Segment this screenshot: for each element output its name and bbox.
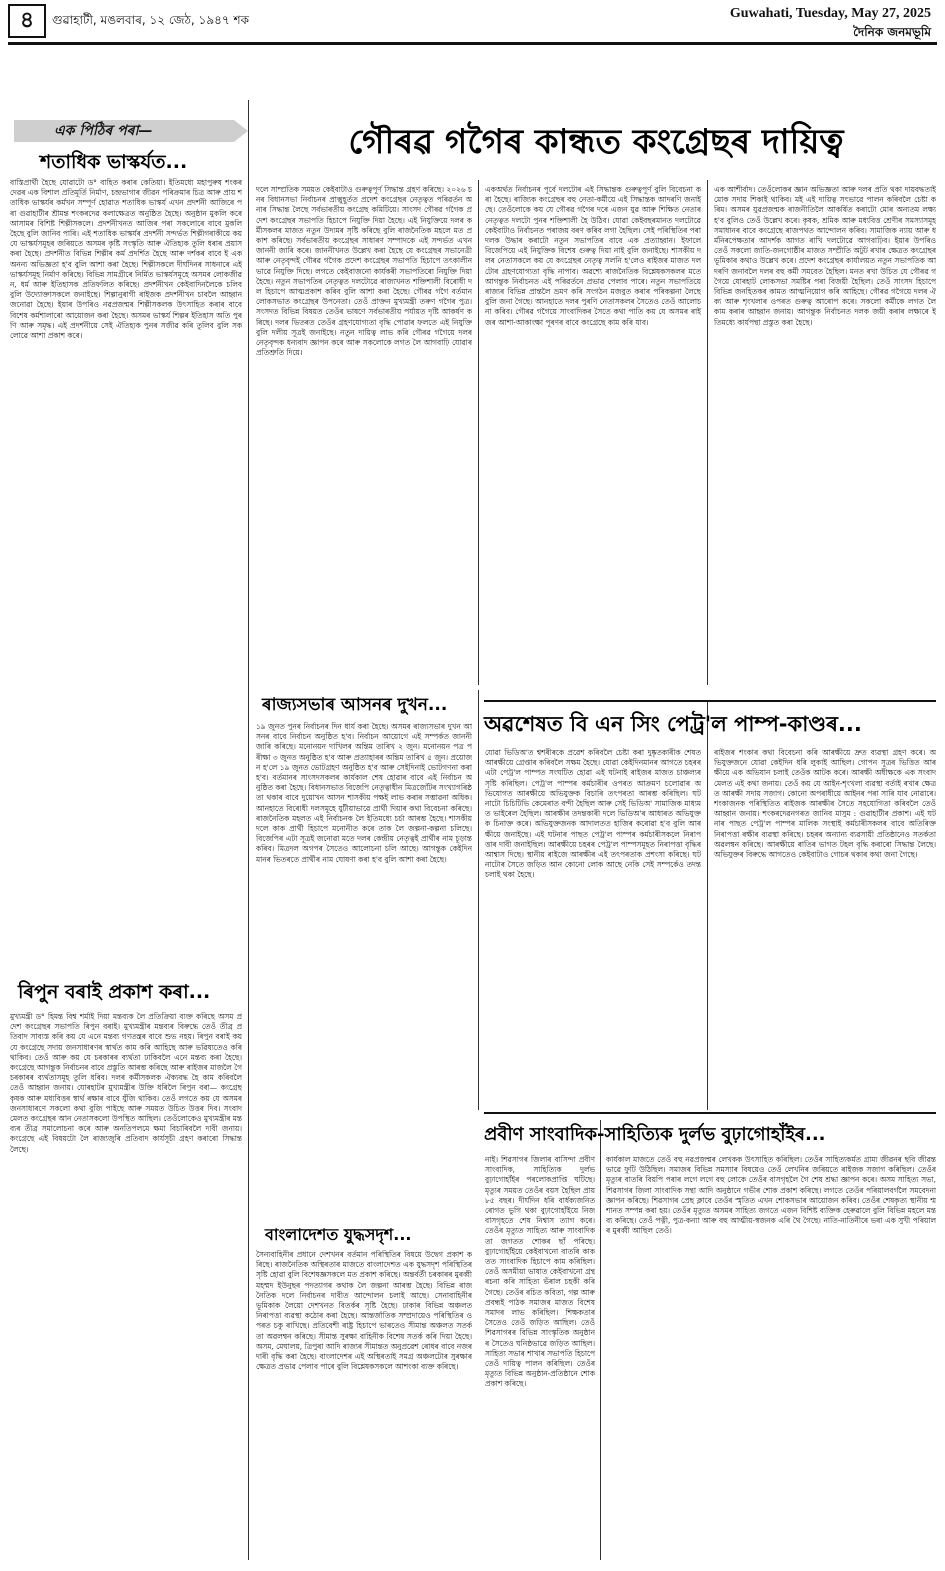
- article-headline: ৰিপুন বৰাই প্ৰকাশ কৰা...: [18, 981, 211, 1003]
- article-headline: শতাধিক ভাস্কর্যত...: [40, 151, 188, 173]
- article-body: নাই। শিৱসাগৰ জিলাৰ বাসিন্দা প্ৰবীণ সাংবাদিক, সাহিত্যিক দুৰ্লভ বুঢ়াগোহাঁইৰ পৰলোকপ্ৰাপ্তি ঘটিছে। মৃত্যুৰ সময়ত তেওঁৰ বয়স হৈছিল প্ৰায় ৮৫ বছৰ। দীৰ্ঘদিন ধৰি বাৰ্ধক্যজনিত ৰোগত ভুগি থকা বুঢ়াগোহাঁইয়ে নিজ বাসগৃহতে শেষ নিশ্বাস ত্যাগ কৰে। তেওঁৰ মৃত্যুত সাহিত্য আৰু সাংবাদিকতা জগতত শোকৰ ছাঁ পৰিছে। বুঢ়াগোহাঁইয়ে কেইবাখনো বাতৰি কাকতত সাংবাদিক হিচাপে কাম কৰিছিল। তেওঁ অসমীয়া ভাষাত কেইবাখনো গ্ৰন্থ ৰচনা কৰি সাহিত্য ভঁৰাল চহকী কৰি গৈছে। তেওঁৰ ৰচিত কবিতা, গল্প আৰু প্ৰবন্ধই পাঠক সমাজৰ মাজত বিশেষ সমাদৰ লাভ কৰিছিল। শিক্ষকতাৰ সৈতেও তেওঁ জড়িত আছিল। তেওঁ শিৱসাগৰৰ বিভিন্ন সাংস্কৃতিক অনুষ্ঠানৰ সৈতেও ঘনিষ্ঠভাৱে জড়িত আছিল। সাহিত্য সভাৰ শাখাৰ সভাপতি হিচাপে তেওঁ দায়িত্ব পালন কৰিছিল। তেওঁৰ মৃত্যুত বিভিন্ন অনুষ্ঠান-প্ৰতিষ্ঠানে শোক প্ৰকাশ কৰিছে।: [485, 1155, 595, 1389]
- header-rule: [8, 42, 937, 45]
- article-body: ১৯ জুনত পুনৰ নিৰ্বাচনৰ দিন ধাৰ্য কৰা হৈছে। অসমৰ ৰাজ্যসভাৰ দুখন আসনৰ বাবে নিৰ্বাচন অনুষ্ঠিত হ'ব। নিৰ্বাচন আয়োগে এই সম্পৰ্কত জাননী জাৰি কৰিছে। মনোনয়ন দাখিলৰ অন্তিম তাৰিখ ২ জুন। মনোনয়ন পত্ৰ পৰীক্ষা ৩ জুনত অনুষ্ঠিত হ'ব আৰু প্ৰত্যাহাৰৰ অন্তিম তাৰিখ ৫ জুন। প্ৰয়োজন হ'লে ১৯ জুনত ভোটগ্ৰহণ অনুষ্ঠিত হ'ব আৰু সেইদিনাই ভোটগণনা কৰা হ'ব। বৰ্তমানৰ সাংসদসকলৰ কাৰ্যকাল শেষ হোৱাৰ বাবে এই নিৰ্বাচন অনুষ্ঠিত কৰা হৈছে। বিধানসভাত বিজেপি নেতৃত্বাধীন মিত্ৰজোঁটৰ সংখ্যাগৰিষ্ঠতা থকাৰ বাবে দুয়োখন আসন শাসকীয় পক্ষই লাভ কৰাৰ সম্ভাৱনা অধিক। আনহাতে বিৰোধী দলসমূহে যুটীয়াভাৱে প্ৰাৰ্থী দিয়াৰ কথা বিবেচনা কৰিছে। ৰাজনৈতিক মহলত এই নিৰ্বাচনক লৈ ইতিমধ্যে চৰ্চা আৰম্ভ হৈছে। শাসকীয় দলে কাক প্ৰাৰ্থী হিচাপে মনোনীত কৰে তাক লৈ জল্পনা-কল্পনা চলিছে। বিজেপিৰ এটা সূত্ৰই জনোৱা মতে দলৰ কেন্দ্ৰীয় নেতৃত্বই প্ৰাৰ্থীৰ নাম চূড়ান্ত কৰিব। মিত্ৰদল অগপৰ সৈতেও আলোচনা চলি আছে। আগন্তুক কেইদিনমানৰ ভিতৰতে প্ৰাৰ্থীৰ নাম ঘোষণা কৰা হ'ব বুলি আশা কৰা হৈছে।: [256, 722, 472, 864]
- section-rule: [484, 1112, 936, 1114]
- column-divider: [600, 1120, 601, 1560]
- column-divider: [478, 690, 479, 1110]
- main-story-column: এক আশীৰ্বাদ। তেওঁলোকৰ জ্ঞান অভিজ্ঞতা আৰু দলৰ প্ৰতি থকা দায়বদ্ধতাই মোক সদায় শিকাই থাকিব। মই এই দায়িত্ব সৎভাৱে পালন কৰিবলৈ চেষ্টা কৰিম। অসমৰ যুৱপ্ৰজন্মক ৰাজনীতিলৈ আকৰ্ষিত কৰাটো মোৰ অন্যতম লক্ষ্য হ'ব বুলিও তেওঁ উল্লেখ কৰে। কৃষক, শ্ৰমিক আৰু মধ্যবিত্ত শ্ৰেণীৰ সমস্যাসমূহ সমাধানৰ বাবে কংগ্ৰেছে ৰাজপথত আন্দোলন কৰিব। সামাজিক ন্যায় আৰু ধৰ্মনিৰপেক্ষতাৰ আদৰ্শক আগত ৰাখি দলটোৱে আগবাঢ়িব। ইয়াৰ উপৰিও তেওঁ সকলো জাতি-জনগোষ্ঠীৰ মাজত সম্প্ৰীতি অটুট ৰখাৰ ক্ষেত্ৰত কংগ্ৰেছৰ ভূমিকাৰ কথাও উল্লেখ কৰে। প্ৰদেশ কংগ্ৰেছৰ কাৰ্যালয়ত নতুন সভাপতিক আদৰণি জনাবলৈ দলৰ বহু কৰ্মী সমবেত হৈছিল। মনত ৰখা উচিত যে গৌৰৱ গগৈয়ে যোৰহাট লোকসভা সমষ্টিৰ পৰা বিজয়ী হৈছিল। তেওঁ সাংসদ হিচাপে বিভিন্ন জনহিতকৰ কামত আত্মনিয়োগ কৰি আহিছে। গৌৰৱ গগৈয়ে দলৰ ঐক্য আৰু শৃংখলাৰ ওপৰত গুৰুত্ব আৰোপ কৰে। সকলো কৰ্মীকে লগত লৈ কাম কৰাৰ আহ্বান জনায়। আগন্তুক নিৰ্বাচনত দলক জয়ী কৰাৰ লক্ষ্যৰে ইতিমধ্যে কাৰ্যপন্থা প্ৰস্তুত কৰা হৈছে।: [714, 185, 936, 327]
- main-story-column: একঅৰ্থত নিৰ্বাচনৰ পূৰ্বে দলটোৰ এই সিদ্ধান্তক গুৰুত্বপূৰ্ণ বুলি বিবেচনা কৰা হৈছে। ৰাজ্যিক কংগ্ৰেছৰ বহু নেতা-কৰ্মীয়ে এই সিদ্ধান্তক আদৰণি জনাইছে। তেওঁলোকে কয় যে গৌৰৱ গগৈৰ দৰে এজন যুৱ আৰু শিক্ষিত নেতাৰ নেতৃত্বত দলটো পুনৰ শক্তিশালী হৈ উঠিব। যোৱা কেইবছৰমানত দলটোৱে কেইবাটাও নিৰ্বাচনত পৰাজয় বৰণ কৰিব লগা হৈছিল। সেই পৰিস্থিতিৰ পৰা দলক উদ্ধাৰ কৰাটো নতুন সভাপতিৰ বাবে এক প্ৰত্যাহ্বান। ইফালে বিজেপিয়ে এই নিযুক্তিক বিশেষ গুৰুত্ব দিয়া নাই বুলি জনাইছে। শাসকীয় দলৰ নেতাসকলে কয় যে কংগ্ৰেছৰ নেতৃত্ব সলনি হ'লেও ৰাইজৰ মাজত দলটোৰ গ্ৰহণযোগ্যতা বৃদ্ধি নাপাব। অৱশ্যে ৰাজনৈতিক বিশ্লেষকসকলৰ মতে আগন্তুক নিৰ্বাচনত এই পৰিৱৰ্তনে প্ৰভাৱ পেলাব পাৰে। নতুন সভাপতিয়ে ৰাজ্যৰ বিভিন্ন প্ৰান্তলৈ ভ্ৰমণ কৰি সংগঠন মজবুত কৰাৰ পৰিকল্পনা লৈছে বুলি জনা গৈছে। আনহাতে দলৰ পুৰণি নেতাসকলৰ সৈতেও তেওঁ আলোচনা কৰিব। গৌৰৱ গগৈয়ে সাংবাদিকৰ সৈতে কথা পাতি কয় যে অসমৰ ৰাইজৰ আশা-আকাংক্ষা পূৰণৰ বাবে কংগ্ৰেছে কাম কৰি যাব।: [485, 185, 701, 327]
- article-headline: ৰাজ্যসভাৰ আসনৰ দুখন...: [262, 695, 448, 715]
- column-divider: [707, 180, 708, 685]
- section-rule: [484, 700, 936, 702]
- column-divider: [478, 180, 479, 685]
- article-body: সৈন্যবাহিনীৰ প্ৰধানে দেশখনৰ বৰ্তমান পৰিস্থিতিৰ বিষয়ে উদ্বেগ প্ৰকাশ কৰিছে। ৰাজনৈতিক অস্থিৰতাৰ মাজতে বাংলাদেশত এক যুদ্ধসদৃশ পৰিস্থিতিৰ সৃষ্টি হোৱা বুলি বিশেষজ্ঞসকলে মত প্ৰকাশ কৰিছে। অন্তৰ্বৰ্তী চৰকাৰৰ মুৰব্বী মহম্মদ ইউনুছৰ পদত্যাগৰ কথাক লৈ জল্পনা আৰম্ভ হৈছে। বিভিন্ন ৰাজনৈতিক দলে নিৰ্বাচনৰ দাবীত আন্দোলন চলাই আছে। সেনাবাহিনীৰ ভূমিকাক লৈয়ো দেশখনত বিতৰ্কৰ সৃষ্টি হৈছে। ঢাকাৰ বিভিন্ন অঞ্চলত নিৰাপত্তা ব্যৱস্থা কঠোৰ কৰা হৈছে। আন্তৰ্জাতিক সম্প্ৰদায়েও পৰিস্থিতিৰ ওপৰত চকু ৰাখিছে। প্ৰতিবেশী ৰাষ্ট্ৰ হিচাপে ভাৰতেও সীমান্ত অঞ্চলত সতৰ্কতা অৱলম্বন কৰিছে। সীমান্ত সুৰক্ষা বাহিনীক বিশেষ সতৰ্ক কৰি দিয়া হৈছে। অসম, মেঘালয়, ত্ৰিপুৰা আদি ৰাজ্যৰ সীমান্তত অনুপ্ৰৱেশ ৰোধৰ বাবে নজৰদাৰী বৃদ্ধি কৰা হৈছে। বাংলাদেশৰ এই অস্থিৰতাই সমগ্ৰ অঞ্চলটোৰ সুৰক্ষাৰ ক্ষেত্ৰত প্ৰভাৱ পেলাব পাৰে বুলি বিশ্লেষকসকলে আশংকা ব্যক্ত কৰিছে।: [256, 1250, 472, 1372]
- masthead: দৈনিক জনমভূমি: [853, 25, 931, 39]
- date-line-assamese: গুৱাহাটী, মঙলবাৰ, ১২ জেঠ, ১৯৪৭ শক: [52, 13, 250, 27]
- date-line-english: Guwahati, Tuesday, May 27, 2025: [729, 6, 931, 21]
- article-body: মুখ্যমন্ত্ৰী ড° হিমন্ত বিশ্ব শৰ্মাই দিয়া মন্তব্যক লৈ প্ৰতিক্ৰিয়া ব্যক্ত কৰিছে অসম প্ৰদেশ কংগ্ৰেছৰ সভাপতি ৰিপুন বৰাই। মুখ্যমন্ত্ৰীৰ মন্তব্যৰ বিৰুদ্ধে তেওঁ তীব্ৰ প্ৰতিবাদ সাব্যস্ত কৰি কয় যে এনে মন্তব্য গণতন্ত্ৰৰ বাবে শুভ নহয়। ৰিপুন বৰাই কয় যে কংগ্ৰেছে সদায় জনসাধাৰণৰ স্বাৰ্থত কাম কৰি আহিছে আৰু ভৱিষ্যতেও কৰি থাকিব। তেওঁ আৰু কয় যে চৰকাৰৰ ব্যৰ্থতা ঢাকিবলৈ এনে মন্তব্য কৰা হৈছে। কংগ্ৰেছে আগন্তুক নিৰ্বাচনৰ বাবে প্ৰস্তুতি আৰম্ভ কৰিছে আৰু ৰাইজৰ মাজলৈ গৈ চৰকাৰৰ ব্যৰ্থতাসমূহ তুলি ধৰিব। দলৰ কৰ্মীসকলক ঐক্যবদ্ধ হৈ কাম কৰিবলৈ তেওঁ আহ্বান জনায়। যোৰহাটৰ মুখ্যমন্ত্ৰীৰ উক্তি ধৰিলৈ ৰিপুন বৰা— কংগ্ৰেছ কৃষক আৰু মধ্যবিত্তৰ স্বাৰ্থ ৰক্ষাৰ বাবে যুঁজি থাকিব। তেওঁ লগতে কয় যে অসমৰ জনসাধাৰণে সকলো কথা বুজি পাইছে আৰু সময়ত উচিত উত্তৰ দিব। সংবাদমেলত কংগ্ৰেছৰ আন নেতাসকলো উপস্থিত আছিল। তেওঁলোকেও মুখ্যমন্ত্ৰীৰ মন্তব্যৰ তীব্ৰ সমালোচনা কৰে আৰু অনতিপলমে ক্ষমা বিচাৰিবলৈ দাবী জনায়। কংগ্ৰেছে এই বিষয়টো লৈ ৰাজ্যজুৰি প্ৰতিবাদ কাৰ্যসূচী গ্ৰহণ কৰাৰো সিদ্ধান্ত লৈছে।: [10, 1012, 242, 1154]
- section-tag: এক পিঠিৰ পৰা—: [14, 120, 234, 142]
- main-story-column: দলে সাম্প্ৰতিক সময়ত কেইবাটাও গুৰুত্বপূৰ্ণ সিদ্ধান্ত গ্ৰহণ কৰিছে। ২০২৬ চনৰ বিধানসভা নিৰ্বাচনৰ প্ৰাক্মুহূৰ্তত প্ৰদেশ কংগ্ৰেছৰ নেতৃত্বত পৰিৱৰ্তন অনাৰ সিদ্ধান্ত লৈছে সৰ্বভাৰতীয় কংগ্ৰেছ কমিটিয়ে। সাংসদ গৌৰৱ গগৈক প্ৰদেশ কংগ্ৰেছৰ সভাপতি হিচাপে নিযুক্তি দিয়া হৈছে। এই নিযুক্তিয়ে দলৰ কৰ্মীসকলৰ মাজত নতুন উদ্যমৰ সৃষ্টি কৰিছে বুলি ৰাজনৈতিক মহলে মত প্ৰকাশ কৰিছে। সৰ্বভাৰতীয় কংগ্ৰেছৰ সাধাৰণ সম্পাদকে এই সন্দৰ্ভত এখন জাননী জাৰি কৰে। জাননীখনত উল্লেখ কৰা হৈছে যে কংগ্ৰেছৰ সভানেত্ৰী আৰু নেতৃবৃন্দই গৌৰৱ গগৈক প্ৰদেশ কংগ্ৰেছৰ সভাপতি হিচাপে তৎকালীনভাৱে নিযুক্তি দিছে। লগতে কেইবাজনো কাৰ্যকৰী সভাপতিৰো নিযুক্তি দিয়া হৈছে। নতুন সভাপতিৰ নেতৃত্বত দলটোৱে ৰাজ্যখনত শক্তিশালী বিৰোধী দল হিচাপে আত্মপ্ৰকাশ কৰিব বুলি আশা কৰা হৈছে। গৌৰৱ গগৈ বৰ্তমান লোকসভাত কংগ্ৰেছৰ উপনেতা। তেওঁ প্ৰাক্তন মুখ্যমন্ত্ৰী তৰুণ গগৈৰ পুত্ৰ। সংসদত বিভিন্ন বিষয়ত তেওঁৰ ভাষণে সৰ্বভাৰতীয় পৰ্যায়ত দৃষ্টি আকৰ্ষণ কৰিছে। দলৰ ভিতৰত তেওঁৰ গ্ৰহণযোগ্যতা বৃদ্ধি পোৱাৰ ফলতে এই নিযুক্তি বুলি দলীয় সূত্ৰই জনাইছে। নতুন দায়িত্ব লাভ কৰি গৌৰৱ গগৈয়ে দলৰ নেতৃবৃন্দক ধন্যবাদ জ্ঞাপন কৰে আৰু সকলোকে লগত লৈ আগবাঢ়ি যোৱাৰ প্ৰতিশ্ৰুতি দিয়ে।: [256, 185, 472, 358]
- main-headline: গৌৰৱ গগৈৰ কান্ধত কংগ্ৰেছৰ দায়িত্ব: [348, 122, 844, 162]
- page-number: ৪: [8, 4, 46, 38]
- column-divider: [248, 100, 249, 1560]
- article-headline: বাংলাদেশত যুদ্ধসদৃশ...: [265, 1225, 412, 1244]
- article-headline: অৱশেষত বি এন সিং পেট্ৰ'ল পাম্প-কাণ্ডৰ...: [484, 712, 862, 736]
- article-body: ৰাইজৰ শংকাৰ কথা বিবেচনা কৰি আৰক্ষীয়ে দ্ৰুত ব্যৱস্থা গ্ৰহণ কৰে। অভিযুক্তজনে যোৱা কেইদিন ধৰি লুকাই আছিল। গোপন সূত্ৰৰ ভিত্তিত আৰক্ষীয়ে এক অভিযান চলাই তেওঁক আটক কৰে। আৰক্ষী অধীক্ষকে এক সংবাদমেলত এই কথা জনায়। তেওঁ কয় যে আইন-শৃংখলা ব্যৱস্থা বৰ্তাই ৰখাৰ ক্ষেত্ৰত আৰক্ষী সদায় সজাগ। কোনো অপৰাধীয়ে আইনৰ পৰা সাৰি যাব নোৱাৰে। শংকাজনক পৰিস্থিতিত ৰাইজক আৰক্ষীৰ সৈতে সহযোগিতা কৰিবলৈ তেওঁ আহ্বান জনায়। শংকৰদেৱনগৰত জানিব মাসুম : গুৱাহাটীৰ প্ৰকাশ। এই ঘটনাৰ পাছত পেট্ৰ'ল পাম্পৰ মালিক সংস্থাই কৰ্মচাৰীসকলৰ বাবে অতিৰিক্ত নিৰাপত্তা ৰক্ষীৰ ব্যৱস্থা কৰিছে। চহৰৰ অন্যান্য ব্যৱসায়ী প্ৰতিষ্ঠানেও সতৰ্কতা অৱলম্বন কৰিছে। আৰক্ষীয়ে ৰাতিৰ ভাগত টহল বৃদ্ধি কৰাৰো সিদ্ধান্ত লৈছে। অভিযুক্তৰ বিৰুদ্ধে আগতেও কেইবাটাও গোচৰ থকাৰ কথা জনা গৈছে।: [714, 748, 936, 860]
- column-divider: [707, 700, 708, 1110]
- article-body: কাৰ্যকাল মাজতে তেওঁ বহু নৱপ্ৰজন্মৰ লেখকক উৎসাহিত কৰিছিল। তেওঁৰ সাহিত্যকৰ্মত গ্ৰাম্য জীৱনৰ ছবি জীৱন্তভাৱে ফুটি উঠিছিল। সমাজৰ বিভিন্ন সমস্যাৰ বিষয়েও তেওঁ লেখনিৰ জৰিয়তে ৰাইজক সজাগ কৰিছিল। তেওঁৰ মৃত্যুৰ বাতৰি বিয়পি পৰাৰ লগে লগে বহু লোকে তেওঁৰ বাসগৃহলৈ গৈ শেষ শ্ৰদ্ধা জ্ঞাপন কৰে। অসম সাহিত্য সভা, শিৱসাগৰ জিলা সাংবাদিক সন্থা আদি অনুষ্ঠানে গভীৰ শোক প্ৰকাশ কৰিছে। লগতে তেওঁৰ পৰিয়ালবৰ্গলৈ সমবেদনা জ্ঞাপন কৰিছে। শিৱসাগৰ প্ৰেছ ক্লাবে তেওঁৰ স্মৃতিত এখন শোকসভাৰ আয়োজন কৰিব। তেওঁৰ শেষকৃত্য স্থানীয় শ্মশানত সম্পন্ন কৰা হয়। তেওঁৰ মৃত্যুত অসমৰ সাহিত্য জগতে এজন বিশিষ্ট ব্যক্তিক হেৰুৱালে বুলি বিভিন্ন মহলে মন্তব্য কৰিছে। তেওঁ পত্নী, পুত্ৰ-কন্যা আৰু বহু আত্মীয়-স্বজনক এৰি থৈ গৈছে। নাতি-নাতিনীৰে ভৰা এক সুখী পৰিয়ালৰ মুৰব্বী আছিল তেওঁ।: [606, 1155, 936, 1236]
- article-body: যোৱা ভিডিঅ'ত শ্বশৰীৰকে প্ৰৱেশ কৰিবলৈ চেষ্টা কৰা দুষ্কৃতকাৰীক শেষত আৰক্ষীয়ে গ্ৰেপ্তাৰ কৰিবলৈ সক্ষম হৈছে। যোৱা কেইদিনমানৰ আগতে চহৰৰ এটা পেট্ৰ'ল পাম্পত সংঘটিত হোৱা এই ঘটনাই ৰাইজৰ মাজত চাঞ্চল্যৰ সৃষ্টি কৰিছিল। পেট্ৰ'ল পাম্পৰ কৰ্মচাৰীৰ ওপৰত আক্ৰমণ চলোৱাৰ অভিযোগত আৰক্ষীয়ে অভিযুক্তক বিচাৰি তৎপৰতা আৰম্ভ কৰিছিল। ঘটনাটো চিচিটিভি কেমেৰাত বন্দী হৈছিল আৰু সেই ভিডিঅ' সামাজিক মাধ্যমত ভাইৰেল হৈছিল। আৰক্ষীৰ তদন্তকাৰী দলে ভিডিঅ'ৰ আধাৰত অভিযুক্তক চিনাক্ত কৰে। অভিযুক্তজনক আদালতত হাজিৰ কৰোৱা হ'ব বুলি আৰক্ষীয়ে জনাইছে। এই ঘটনাৰ পাছত পেট্ৰ'ল পাম্পৰ কৰ্মচাৰীসকলে নিৰাপত্তাৰ দাবী জনাইছিল। আৰক্ষীয়ে চহৰৰ পেট্ৰ'ল পাম্পসমূহত নিৰাপত্তা বৃদ্ধিৰ আশ্বাস দিছে। স্থানীয় ৰাইজে আৰক্ষীৰ এই তৎপৰতাক প্ৰশংসা কৰিছে। ঘটনাটোৰ সৈতে জড়িত আন কোনো লোক আছে নেকি সেই সম্পৰ্কেও তদন্ত চলাই থকা হৈছে।: [485, 748, 701, 880]
- article-body: বাস্তিপ্ৰাৰ্থী হৈছে যোৱাটো ড° বাহিত কৰাৰ কেতিয়া। ইতিমধ্যে মহাপুৰুষ শংকৰদেৱৰ এক বিশাল প্ৰতিমূৰ্তি নিৰ্মাণ, চন্দ্ৰভাগাৰ জীৱন পৰিক্ৰমাৰ চিত্ৰ আৰু প্ৰায় শতাধিক ভাস্কৰ্যৰ কৰ্মখন সম্পূৰ্ণ হোৱাত শতাধিক ভাস্কৰ্য এখন প্ৰদৰ্শনী আজিৰে পৰা গুৱাহাটীৰ শ্ৰীমন্ত শংকৰদেৱ কলাক্ষেত্ৰত অনুষ্ঠিত হৈছে। অনুষ্ঠান মুকলি কৰে আসামৰ বিশিষ্ট শিল্পীসকলে। প্ৰদৰ্শনীখনত আজিৰ পৰা সকলোৰে বাবে মুকলি হৈছে বুলি জানিব পাৰি। এই শতাধিক ভাস্কৰ্যৰ প্ৰদৰ্শনী সন্দৰ্ভত শিল্পীগৰাকীয়ে কয় যে ভাস্কৰ্যসমূহৰ জৰিয়তে অসমৰ কৃষ্টি সংস্কৃতি আৰু ঐতিহ্যক তুলি ধৰাৰ প্ৰয়াস কৰা হৈছে। প্ৰদৰ্শনীত বিভিন্ন শিল্পীৰ কৰ্ম প্ৰদৰ্শিত হৈছে আৰু দৰ্শকৰ বাবে ই এক অনন্য অভিজ্ঞতা হ'ব বুলি আশা কৰা হৈছে। শিল্পীসকলে দীৰ্ঘদিনৰ সাধনাৰে এই ভাস্কৰ্যসমূহ নিৰ্মাণ কৰিছে। বিভিন্ন সামগ্ৰীৰে নিৰ্মিত ভাস্কৰ্যসমূহে অসমৰ লোকজীৱন, ধৰ্ম আৰু ইতিহাসক প্ৰতিফলিত কৰিছে। প্ৰদৰ্শনীখন কেইবাদিনলৈকে চলিব বুলি উদ্যোক্তাসকলে জনাইছে। শিল্পানুৰাগী ৰাইজক প্ৰদৰ্শনীখন চাবলৈ আহ্বান জনোৱা হৈছে। ইয়াৰ উপৰিও নৱপ্ৰজন্মৰ শিল্পীসকলক উৎসাহিত কৰাৰ বাবে বিশেষ কৰ্মশালাৰো আয়োজন কৰা হৈছে। অসমৰ ভাস্কৰ্য শিল্পৰ ইতিহাস অতি পুৰণি আৰু সমৃদ্ধ। এই প্ৰদৰ্শনীয়ে সেই ঐতিহ্যক পুনৰ সজীৱ কৰি তুলিব বুলি সকলোৱে আশা প্ৰকাশ কৰে।: [10, 178, 242, 341]
- article-headline: প্ৰবীণ সাংবাদিক-সাহিত্যিক দুৰ্লভ বুঢ়াগোহাঁইৰ...: [484, 1124, 826, 1145]
